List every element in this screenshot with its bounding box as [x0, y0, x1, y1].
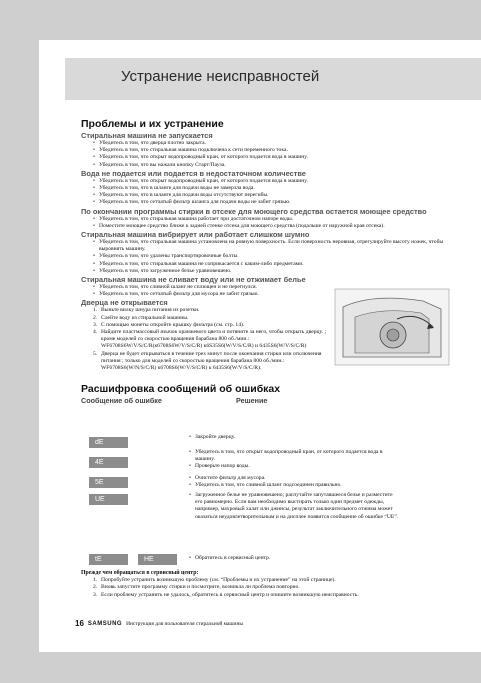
before-service-heading: Прежде чем обращаться в сервисный центр:	[81, 570, 199, 576]
section-heading: Стиральная машина вибрирует или работает слишком шумно	[81, 230, 310, 240]
error-code-badge: HE	[138, 554, 177, 565]
solution-item: • Убедитесь в том, что сливной шланг подсоединен правильно.	[189, 482, 389, 489]
numbered-list	[81, 577, 451, 599]
list-item: • Убедитесь в том, что удалены транспортировочные болты.	[93, 253, 451, 260]
step-text: Попробуйте устранить возникшую проблему (см. “Проблемы и их устранение” на этой странице).	[101, 577, 336, 584]
solution-item: • Убедитесь в том, что открыт водопроводный кран, от которого подается вода в машину.	[189, 449, 389, 463]
solution-list	[189, 434, 389, 441]
list-item: • Убедитесь в том, что сливной шланг не сплющен и не перегнулся.	[93, 284, 331, 291]
step-number: 4.	[93, 329, 98, 336]
list-item: • Убедитесь в том, что открыт водопроводный кран, от которого подается вода в машину.	[93, 154, 451, 161]
before-service-section	[81, 570, 451, 599]
bottom-margin-band	[0, 652, 481, 683]
section-heading: Дверца не открывается	[81, 298, 168, 308]
error-code-badge: 5E	[89, 477, 128, 488]
list-item: • Убедитесь в том, что дверца плотно закрыта.	[93, 140, 451, 147]
list-item: • Убедитесь в том, что сетчатый фильтр шланга для подачи воды не забит грязью.	[93, 199, 451, 206]
left-margin-band	[0, 0, 39, 683]
solution-item: • Обратитесь в сервисный центр.	[189, 555, 389, 562]
solution-list	[189, 555, 389, 562]
step-text: Если проблему устранить не удалось, обратитесь в сервисный центр и опишите возникшую неисправность.	[101, 591, 359, 598]
solution-item: • Очистите фильтр для мусора.	[189, 475, 389, 482]
bullet-list	[81, 216, 451, 230]
error-code-badge: UE	[89, 494, 128, 505]
error-code-badge: tE	[89, 554, 128, 565]
error-code-badge: dE	[89, 437, 128, 448]
page-number: 16	[75, 619, 84, 628]
page-header	[65, 58, 481, 100]
step-text: Слейте воду из стиральной машины.	[101, 314, 189, 321]
step-text: Вновь запустите программу стирки и посмотрите, возникла ли проблема повторно.	[101, 584, 300, 591]
step-number: 2.	[93, 314, 98, 321]
list-item: • Убедитесь в том, что в шланге для подачи воды не замерзла вода.	[93, 185, 451, 192]
list-item	[93, 315, 336, 322]
list-item: • Поместите моющее средство ближе к задней стенке отсека для моющего средства (подальше от наружной края отсека).	[93, 223, 451, 230]
list-item: • Убедитесь в том, что открыт водопроводный кран, от которого подается вода в машину.	[93, 178, 451, 185]
page-footer	[75, 619, 243, 628]
washer-filter-illustration	[333, 287, 451, 367]
solution-item: • Загруженное белье не уравновешено; распутайте запутавшееся белье и разместите его равномерно. Если вам необходимо выстирать только один предмет одежды, например, махровый халат или джинсы, результат заключительного отжима может оказаться неудовлетворительным и на дисплее появится сообщение об ошибке “UE”.	[189, 492, 399, 521]
list-item	[93, 329, 336, 351]
column-header-solution: Решение	[236, 396, 268, 405]
errors-title: Расшифровка сообщений об ошибках	[81, 383, 281, 395]
step-number: 3.	[93, 591, 98, 598]
bullet-list	[81, 178, 451, 207]
section-heading: Вода не подается или подается в недостаточном количестве	[81, 168, 306, 178]
step-text: Найдите пластмассовый язычок оранжевого цвета и потяните за него, чтобы открыть дверцу. ; кроме моделей со скоростью вращения барабана 800 об./мин.: WF6708S6W/V/S/C/R(к6708S6W/V/S/C/R) к6S35S6(W/V/S/C/R) и 6435S6(W/V/S/C/R)	[101, 329, 327, 350]
step-text: С помощью монеты откройте крышку фильтра (см. стр. 14).	[101, 321, 245, 328]
solution-list	[189, 492, 399, 521]
step-number: 5.	[93, 350, 98, 357]
problems-title: Проблемы и их устранение	[81, 118, 224, 130]
list-item: • Убедитесь в том, что стиральная машина установлена на ровную поверхность. Если поверхность неровная, отрегулируйте высоту ножек, чтобы выровнять машину.	[93, 239, 451, 253]
solution-item: • Проверьте напор воды.	[189, 463, 389, 470]
bullet-list	[81, 284, 331, 298]
top-margin-band	[0, 0, 481, 40]
numbered-list	[81, 307, 336, 372]
step-number: 3.	[93, 321, 98, 328]
step-number: 1.	[93, 307, 98, 314]
list-item: • Убедитесь в том, что стиральная машина не соприкасается с каким-либо предметами.	[93, 261, 451, 268]
section-heading: Стиральная машина не сливает воду или не отжимает белье	[81, 275, 306, 285]
footer-text: Инструкция для пользователя стиральной машины	[126, 620, 243, 627]
solution-list	[189, 475, 389, 489]
error-code-badge: 4E	[89, 457, 128, 468]
list-item: • Убедитесь в том, что вы нажали кнопку Старт/Пауза.	[93, 162, 451, 169]
list-item: • Убедитесь в том, что стиральная машина подключена к сети переменного тока.	[93, 147, 451, 154]
step-number: 2.	[93, 584, 98, 591]
list-item	[93, 584, 451, 591]
list-item	[93, 592, 451, 599]
brand-logo: SAMSUNG	[87, 620, 123, 627]
step-text: Выньте вилку шнура питания из розетки.	[101, 307, 200, 314]
page-title: Устранение неисправностей	[121, 68, 320, 85]
column-header-code: Сообщение об ошибке	[81, 396, 162, 405]
section-heading: Стиральная машина не запускается	[81, 131, 213, 140]
list-item: • Убедитесь в том, что стиральная машина работает при достаточном напоре воды.	[93, 216, 451, 223]
list-item	[93, 322, 336, 329]
bullet-list	[81, 239, 451, 275]
step-number: 1.	[93, 577, 98, 584]
list-item: • Убедитесь в том, что загруженное белье уравновешено.	[93, 268, 451, 275]
section-heading: По окончании программы стирки в отсеке для моющего средства остается моющее средство	[81, 206, 427, 216]
list-item: • Убедитесь в том, что сетчатый фильтр для мусора не забит грязью.	[93, 291, 331, 298]
list-item: • Убедитесь в том, что в шланге для подачи воды отсутствуют перегибы.	[93, 192, 451, 199]
step-text: Дверца не будет открываться в течение трех минут после окончания стирки или отключения питания ; только для моделей со скоростью вращения барабана 800 об./мин.: WF6708S6(W/N/S/C/R) к6708S6(W/V/S/C/R) к 6435S6(W/V/S/C/R).	[101, 350, 322, 372]
list-item	[93, 351, 336, 373]
solution-item: • Закройте дверцу.	[189, 434, 389, 441]
solution-list	[189, 449, 389, 471]
list-item	[93, 307, 336, 314]
bullet-list	[81, 140, 451, 169]
